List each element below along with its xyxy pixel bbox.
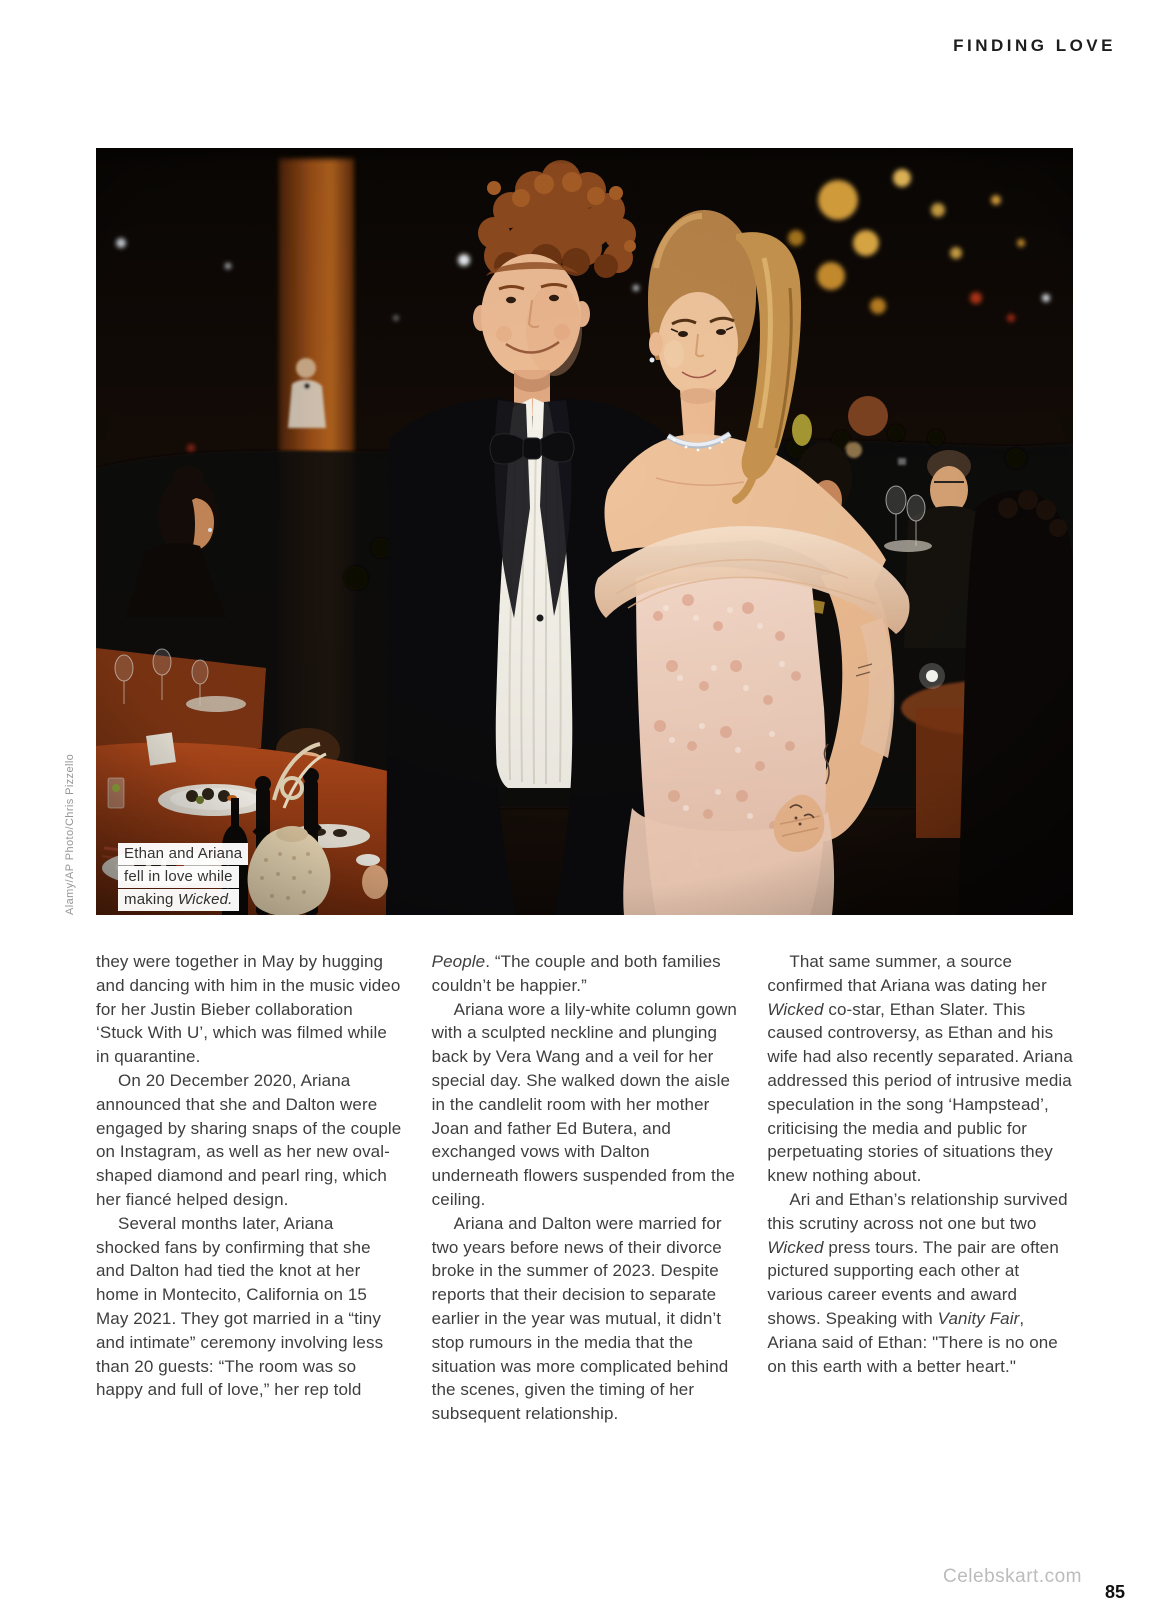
article-columns — [96, 950, 1073, 1426]
text-segment: Wicked — [767, 1237, 824, 1257]
text-segment: On 20 December 2020, Ariana announced that she and Dalton were engaged by sharing snaps of the couple on Instagram, as well as her new oval-shaped diamond and pearl ring, which her fiancé helped design. — [96, 1070, 402, 1209]
article-column-1 — [96, 950, 402, 1426]
text-segment: they were together in May by hugging and dancing with him in the music video for her Justin Bieber collaboration ‘Stuck With U’, which was filmed while in quarantine. — [96, 952, 401, 1067]
text-segment: Wicked — [767, 999, 824, 1019]
paragraph — [432, 998, 738, 1212]
article-column-3 — [767, 950, 1073, 1426]
paragraph — [432, 1212, 738, 1426]
caption-line — [118, 889, 239, 911]
section-header: FINDING LOVE — [953, 36, 1116, 55]
page-number: 85 — [1104, 1582, 1125, 1602]
photo-credit: Alamy/AP Photo/Chris Pizzello — [64, 753, 76, 915]
text-segment: Ethan and Ariana — [124, 845, 243, 862]
paragraph — [96, 1069, 402, 1212]
text-segment: Ariana and Dalton were married for two years before news of their divorce broke in the summer of 2023. Despite reports that their decision to separate earlier in the year was mutual, it didn’t stop rumours in the media that the situation was more complicated behind the scenes, given the timing of her subsequent relationship. — [431, 1213, 729, 1424]
text-segment: Ari and Ethan’s relationship survived this scrutiny across not one but two — [767, 1189, 1068, 1233]
watermark: Celebskart.com — [943, 1566, 1082, 1587]
text-segment: People — [431, 952, 486, 971]
paragraph — [767, 1188, 1073, 1378]
paragraph — [767, 950, 1073, 1188]
photo-illustration — [96, 148, 1073, 915]
text-segment: . “The couple and both families couldn’t be happier.” — [431, 952, 721, 995]
paragraph — [96, 1212, 402, 1402]
caption-line — [118, 866, 239, 888]
text-segment: fell in love while — [124, 868, 233, 885]
text-segment: Vanity Fair — [937, 1308, 1020, 1328]
caption-line — [118, 843, 248, 865]
text-segment: Several months later, Ariana shocked fans by confirming that she and Dalton had tied the knot at her home in Montecito, California on 15 May 2021. They got married in a “tiny and intimate” ceremony involving less than 20 guests: “The room was so happy and full of love,” her rep told — [96, 1213, 384, 1400]
photo-caption — [118, 843, 248, 912]
paragraph — [96, 950, 402, 1069]
text-segment: , Ariana said of Ethan: "There is no one on this earth with a better heart." — [767, 1308, 1058, 1376]
text-segment: press tours. The pair are often pictured supporting each other at various career events and award shows. Speaking with — [767, 1237, 1059, 1328]
text-segment: making — [124, 891, 178, 908]
text-segment: Ariana wore a lily-white column gown with a sculpted neckline and plunging back by Vera Wang and a veil for her special day. She walked down the aisle in the candlelit room with her mother Joan and father Ed Butera, and exchanged vows with Dalton underneath flowers suspended from the ceiling. — [431, 999, 737, 1209]
text-segment: co-star, Ethan Slater. This caused controversy, as Ethan and his wife had also recently separated. Ariana addressed this period of intrusive media speculation in the song ‘Hampstead’, criticising the media and public for perpetuating stories of situations they knew nothing about. — [767, 999, 1073, 1186]
text-segment: That same summer, a source confirmed that Ariana was dating her — [767, 952, 1047, 995]
feature-photo — [96, 148, 1073, 915]
text-segment: Wicked. — [177, 891, 233, 908]
paragraph — [432, 950, 738, 998]
article-column-2 — [432, 950, 738, 1426]
